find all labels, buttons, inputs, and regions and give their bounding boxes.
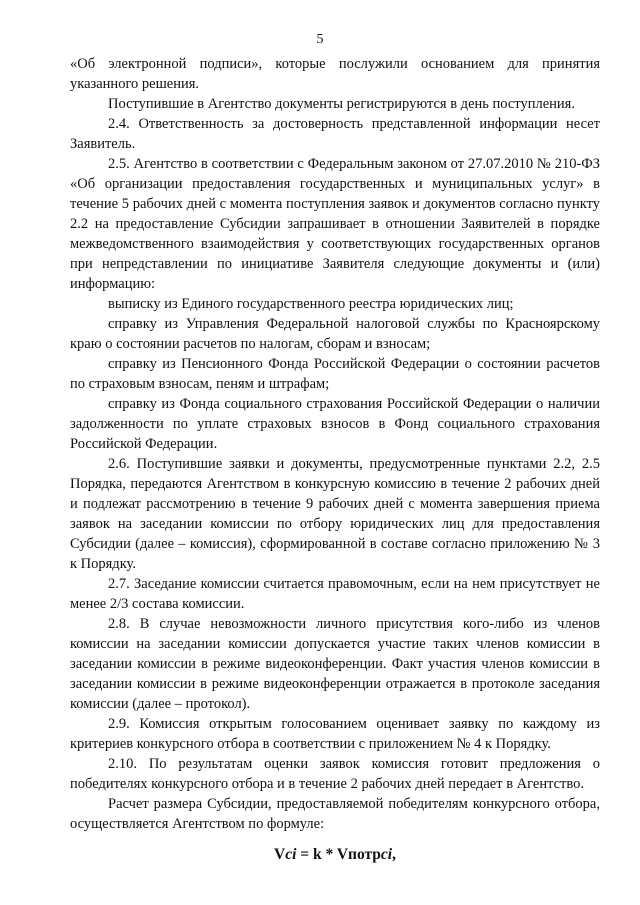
formula-middle: = k * Vпотр [296,846,381,863]
formula-tail: , [392,846,396,863]
paragraph: 2.8. В случае невозможности личного присутствия кого-либо из членов комиссии на заседании комиссии допускается участие таких членов комиссии в заседании комиссии в режиме видеоконференции. Факт участия членов комиссии в заседании комиссии в режиме видеоконференции отражается в протоколе заседания комиссии (далее – протокол). [70,616,600,712]
paragraph: 2.10. По результатам оценки заявок комиссия готовит предложения о победителях конкурсного отбора и в течение 2 рабочих дней передает в Агентство. [70,756,600,792]
subsidy-formula [70,845,600,865]
page-number: 5 [316,32,324,47]
paragraph: Поступившие в Агентство документы регистрируются в день поступления. [108,96,575,112]
paragraph: Расчет размера Субсидии, предоставляемой победителям конкурсного отбора, осуществляется Агентством по формуле: [70,796,600,832]
formula-lhs: V [274,846,286,863]
paragraph: 2.5. Агентство в соответствии с Федеральным законом от 27.07.2010 № 210-ФЗ «Об организации предоставления государственных и муниципальных услуг» в течение 5 рабочих дней с момента поступления заявок и документов согласно пункту 2.2 на предоставление Субсидии запрашивает в отношении Заявителей в порядке межведомственного взаимодействия у соответствующих государственных органов при непредставлении по инициативе Заявителя следующие документы и (или) информацию: [70,156,600,292]
paragraph: выписку из Единого государственного реестра юридических лиц; [108,296,514,312]
paragraph: 2.6. Поступившие заявки и документы, предусмотренные пунктами 2.2, 2.5 Порядка, передаются Агентством в конкурсную комиссию в течение 2 рабочих дней и подлежат рассмотрению в течение 9 рабочих дней с момента завершения приема заявок на заседании комиссии по отбору юридических лиц для предоставления Субсидии (далее – комиссия), сформированной в составе согласно приложению № 3 к Порядку. [70,456,600,572]
paragraph: справку из Управления Федеральной налоговой службы по Красноярскому краю о состоянии расчетов по налогам, сборам и взносам; [70,316,600,352]
paragraph: 2.7. Заседание комиссии считается правомочным, если на нем присутствует не менее 2/3 состава комиссии. [70,576,600,612]
paragraph: справку из Пенсионного Фонда Российской Федерации о состоянии расчетов по страховым взносам, пеням и штрафам; [70,356,600,392]
paragraph: 2.9. Комиссия открытым голосованием оценивает заявку по каждому из критериев конкурсного отбора в соответствии с приложением № 4 к Порядку. [70,716,600,752]
formula-rhs-index: ci [380,846,393,863]
paragraph: справку из Фонда социального страхования Российской Федерации о наличии задолженности по уплате страховых взносов в Фонд социального страхования Российской Федерации. [70,396,600,452]
paragraph: «Об электронной подписи», которые послужили основанием для принятия указанного решения. [70,56,600,92]
paragraph: 2.4. Ответственность за достоверность представленной информации несет Заявитель. [70,116,600,152]
document-body [70,54,600,865]
formula-lhs-index: ci [285,846,297,863]
